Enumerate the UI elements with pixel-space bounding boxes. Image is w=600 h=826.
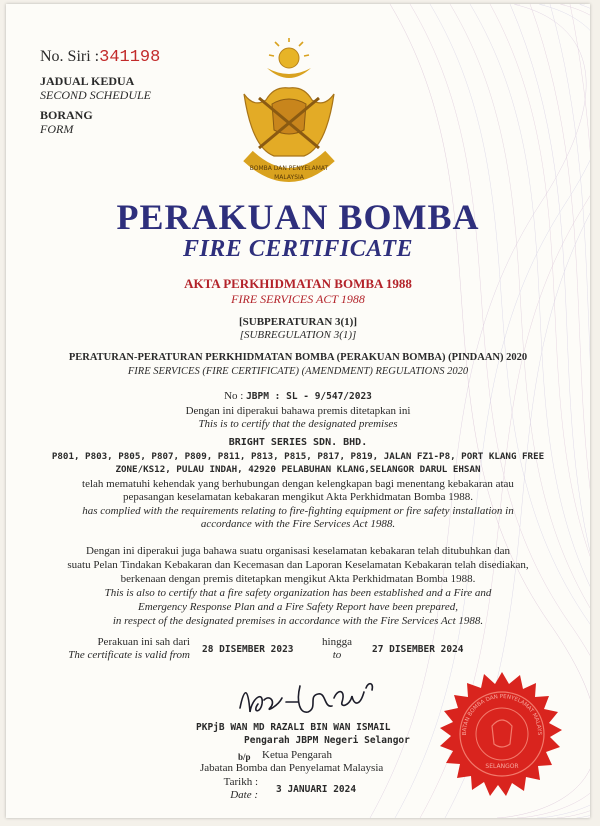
date-value: 3 JANUARI 2024 [276, 784, 357, 795]
act-ms: AKTA PERKHIDMATAN BOMBA 1988 [184, 276, 412, 291]
certificate-sheet [6, 4, 590, 818]
schedule-header [40, 74, 151, 136]
seal-center-text: SELANGOR [485, 763, 519, 770]
form-en: FORM [40, 122, 74, 136]
signatory-name: PKPjB WAN MD RAZALI BIN WAN ISMAIL [196, 722, 391, 733]
compliance-ms-line1: telah mematuhi kehendak yang berhubungan dengan kelengkapan bagi menentang kebakaran atau [82, 478, 514, 490]
premises-address-line2: ZONE/KS12, PULAU INDAH, 42920 PELABUHAN KLANG,SELANGOR DARUL EHSAN [115, 464, 481, 475]
form-ms: BORANG [40, 108, 93, 122]
regulations-ms: PERATURAN-PERATURAN PERKHIDMATAN BOMBA (PERAKUAN BOMBA) (PINDAAN) 2020 [68, 352, 528, 363]
serial-label: No. Siri : [40, 48, 100, 65]
validity-label [58, 636, 190, 662]
compliance-en-line2: accordance with the Fire Services Act 1988. [200, 518, 396, 530]
signatory-position: Pengarah JBPM Negeri Selangor [244, 735, 410, 746]
organisation-ms-line3: berkenaan dengan premis ditetapkan mengikut Akta Perkhidmatan Bomba 1988. [120, 573, 476, 585]
validity-to-ms: hingga [322, 636, 352, 648]
date-label [206, 776, 258, 802]
certify-ms: Dengan ini diperakui bahawa premis ditetapkan ini [185, 405, 411, 417]
validity-to: 27 DISEMBER 2024 [372, 644, 464, 655]
signatory-title-line2: Jabatan Bomba dan Penyelamat Malaysia [200, 762, 384, 774]
premises-company: BRIGHT SERIES SDN. BHD. [228, 437, 368, 448]
signature [234, 678, 384, 724]
validity-to-label [316, 636, 358, 662]
serial-value: 341198 [99, 48, 161, 67]
subregulation-ms: [SUBPERATURAN 3(1)] [238, 316, 358, 328]
organisation-en-line1: This is also to certify that a fire safety organization has been established and a Fire and [104, 587, 492, 599]
number-label: No : [224, 390, 244, 402]
compliance-ms-line2: pepasangan keselamatan kebakaran mengikut Akta Perkhidmatan Bomba 1988. [122, 491, 474, 503]
title-en: FIRE CERTIFICATE [182, 236, 414, 262]
emblem-helmet-icon [272, 99, 306, 134]
emblem-ring-top: BOMBA DAN PENYELAMAT [249, 165, 329, 172]
organisation-en-line2: Emergency Response Plan and a Fire Safety Report have been prepared, [137, 601, 459, 613]
validity-to-en: to [332, 649, 342, 661]
act-en: FIRE SERVICES ACT 1988 [231, 292, 365, 306]
compliance-en-line1: has complied with the requirements relating to fire-fighting equipment or fire safety installation in [82, 505, 514, 517]
organisation-ms-line1: Dengan ini diperakui juga bahawa suatu organisasi keselamatan kebakaran telah ditubuhkan dan [85, 545, 511, 557]
premises-address-line1: P801, P803, P805, P807, P809, P811, P813, P815, P817, P819, JALAN FZ1-P8, PORT KLANG FREE [51, 451, 545, 462]
number-value: JBPM : SL - 9/547/2023 [246, 391, 372, 402]
emblem-ring-bottom: MALAYSIA [274, 174, 304, 181]
signatory-bp: b/p [238, 752, 251, 762]
date-label-en: Date : [230, 789, 258, 801]
validity-label-ms: Perakuan ini sah dari [97, 636, 190, 648]
bomba-emblem [234, 38, 344, 194]
subregulation-en: [SUBREGULATION 3(1)] [239, 329, 357, 341]
organisation-ms-line2: suatu Pelan Tindakan Kebakaran dan Kecemasan dan Laporan Keselamatan Kebakaran telah disediakan, [67, 559, 529, 571]
schedule-ms: JADUAL KEDUA [40, 74, 135, 88]
serial-number [40, 48, 160, 67]
signatory-title-line1: Ketua Pengarah [262, 749, 332, 761]
regulations-en: FIRE SERVICES (FIRE CERTIFICATE) (AMENDMENT) REGULATIONS 2020 [127, 366, 469, 377]
certificate-number [6, 390, 590, 402]
validity-label-en: The certificate is valid from [68, 649, 190, 661]
organisation-en-line3: in respect of the designated premises in accordance with the Fire Services Act 1988. [112, 615, 484, 627]
title-ms: PERAKUAN BOMBA [116, 197, 480, 237]
seal-ring-text: BATAN BOMBA DAN PENYELAMAT MALAYS [461, 693, 543, 736]
emblem-sun-icon [267, 38, 311, 78]
red-seal [438, 670, 566, 798]
certify-en: This is to certify that the designated premises [198, 418, 398, 430]
date-label-ms: Tarikh : [223, 776, 258, 788]
schedule-en: SECOND SCHEDULE [40, 88, 152, 102]
validity-from: 28 DISEMBER 2023 [202, 644, 294, 655]
